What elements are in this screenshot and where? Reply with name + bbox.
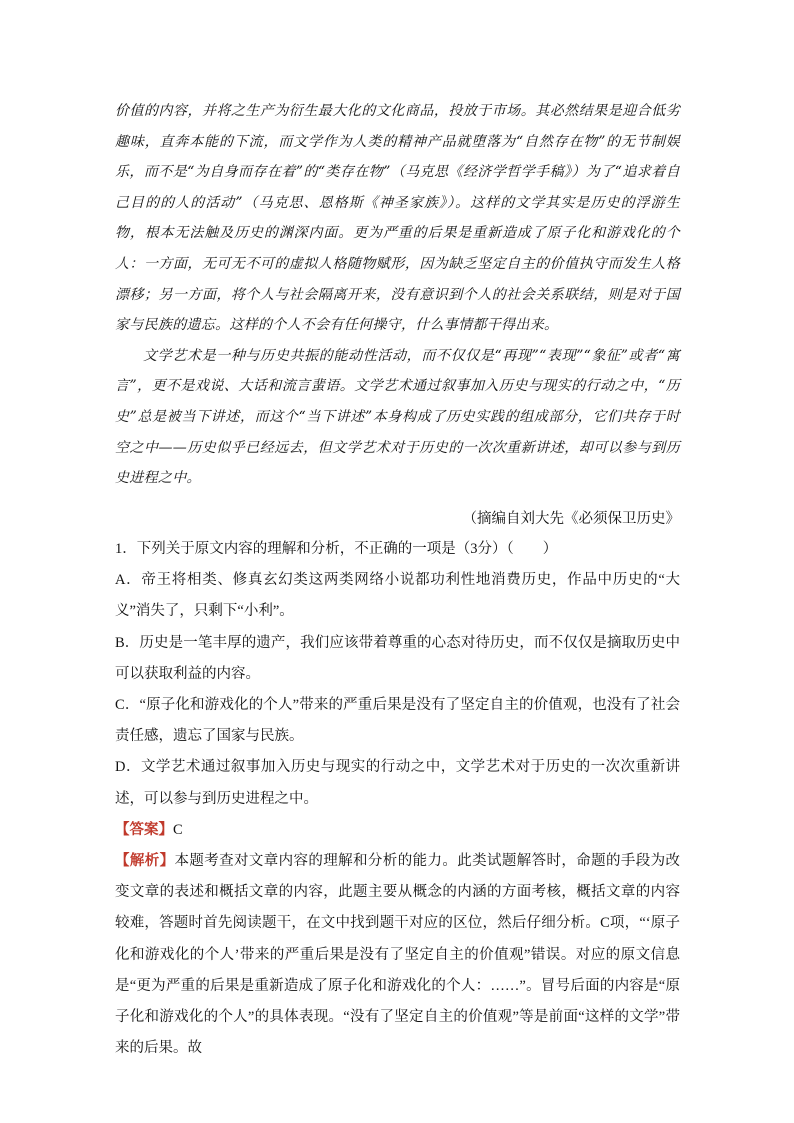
option-b: B．历史是一笔丰厚的遗产，我们应该带着尊重的心态对待历史，而不仅仅是摘取历史中可以获取利益的内容。 xyxy=(115,634,680,682)
option-a: A．帝王将相类、修真玄幻类这两类网络小说都功利性地消费历史，作品中历史的“大义”消失了，只剩下“小利”。 xyxy=(115,572,680,620)
passage-source: （摘编自刘大先《必须保卫历史》 xyxy=(462,511,680,527)
analysis-paragraph xyxy=(115,846,680,1064)
option-d: D．文学艺术通过叙事加入历史与现实的行动之中，文学艺术对于历史的一次次重新讲述，可以参与到历史进程之中。 xyxy=(115,759,680,807)
passage-paragraph-2: 文学艺术是一种与历史共振的能动性活动，而不仅仅是“再现”“表现”“象征”或者“寓言”，更不是戏说、大话和流言蜚语。文学艺术通过叙事加入历史与现实的行动之中，“历史”总是被当下讲述，而这个“当下讲述”本身构成了历史实践的组成部分，它们共存于时空之中——历史似乎已经远去，但文学艺术对于历史的一次次重新讲述，却可以参与到历史进程之中。 xyxy=(115,347,680,487)
question-stem: 1．下列关于原文内容的理解和分析，不正确的一项是（3分）（ ） xyxy=(115,541,558,557)
option-c: C．“原子化和游戏化的个人”带来的严重后果是没有了坚定自主的价值观，也没有了社会责任感，遗忘了国家与民族。 xyxy=(115,697,680,745)
question-block xyxy=(115,534,680,1064)
answer-label: 【答案】 xyxy=(115,821,173,838)
analysis-label: 【解析】 xyxy=(115,853,175,870)
reading-passage xyxy=(115,96,680,494)
answer-value: C xyxy=(173,821,183,838)
analysis-text: 本题考查对文章内容的理解和分析的能力。此类试题解答时，命题的手段为改变文章的表述和概括文章的内容，此题主要从概念的内涵的方面考核，概括文章的内容较难，答题时首先阅读题干，在文中找到题干对应的区位，然后仔细分析。C项，“‘原子化和游戏化的个人’带来的严重后果是没有了坚定自主的价值观”错误。对应的原文信息是“更为严重的后果是重新造成了原子化和游戏化的个人：……”。冒号后面的内容是“原子化和游戏化的个人”的具体表现。“没有了坚定自主的价值观”等是前面“这样的文学”带来的后果。故 xyxy=(115,853,680,1057)
answer-line xyxy=(115,815,680,846)
passage-paragraph-1: 价值的内容，并将之生产为衍生最大化的文化商品，投放于市场。其必然结果是迎合低劣趣味，直奔本能的下流，而文学作为人类的精神产品就堕落为“自然存在物”的无节制娱乐，而不是“为自身而存在着”的“类存在物”（马克思《经济学哲学手稿》）为了“追求着自己目的的人的活动”（马克思、恩格斯《神圣家族》）。这样的文学其实是历史的浮游生物，根本无法触及历史的渊深内面。更为严重的后果是重新造成了原子化和游戏化的个人：一方面，无可无不可的虚拟人格随物赋形，因为缺乏坚定自主的价值执守而发生人格漂移；另一方面，将个人与社会隔离开来，没有意识到个人的社会关系联结，则是对于国家与民族的遗忘。这样的个人不会有任何操守，什么事情都干得出来。 xyxy=(115,103,680,334)
